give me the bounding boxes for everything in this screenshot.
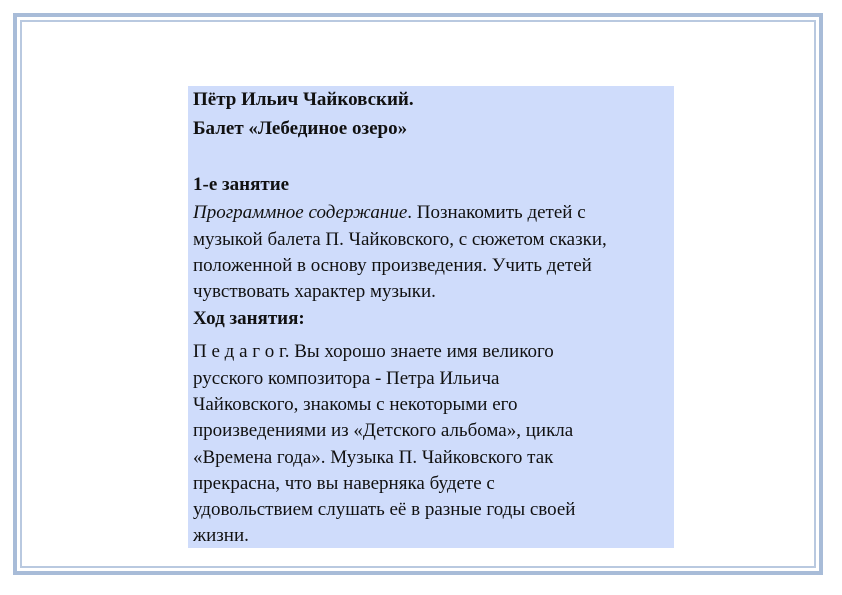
progress-heading: Ход занятия: [193, 308, 305, 329]
speech-line-1: П е д а г о г. Вы хорошо знаете имя великого [193, 341, 554, 362]
program-label: Программное содержание [193, 202, 408, 223]
speech-line-6: прекрасна, что вы наверняка будете с [193, 473, 495, 494]
speech-line-8: жизни. [193, 525, 249, 546]
title-ballet: Балет «Лебединое озеро» [193, 118, 408, 139]
lesson-heading: 1-е занятие [193, 174, 290, 195]
speech-line-4: произведениями из «Детского альбома», цикла [193, 420, 574, 441]
program-line-4: чувствовать характер музыки. [193, 281, 436, 302]
speech-line-2: русского композитора - Петра Ильича [193, 368, 500, 389]
program-text-1: . Познакомить детей с [407, 202, 586, 223]
speech-line-5: «Времена года». Музыка П. Чайковского так [193, 447, 554, 468]
title-composer: Пётр Ильич Чайковский. [193, 89, 414, 110]
speech-line-3: Чайковского, знакомы с некоторыми его [193, 394, 518, 415]
program-line-2: музыкой балета П. Чайковского, с сюжетом сказки, [193, 229, 607, 250]
speech-line-7: удовольствием слушать её в разные годы своей [193, 499, 576, 520]
program-line-1 [193, 200, 586, 226]
program-line-3: положенной в основу произведения. Учить детей [193, 255, 592, 276]
